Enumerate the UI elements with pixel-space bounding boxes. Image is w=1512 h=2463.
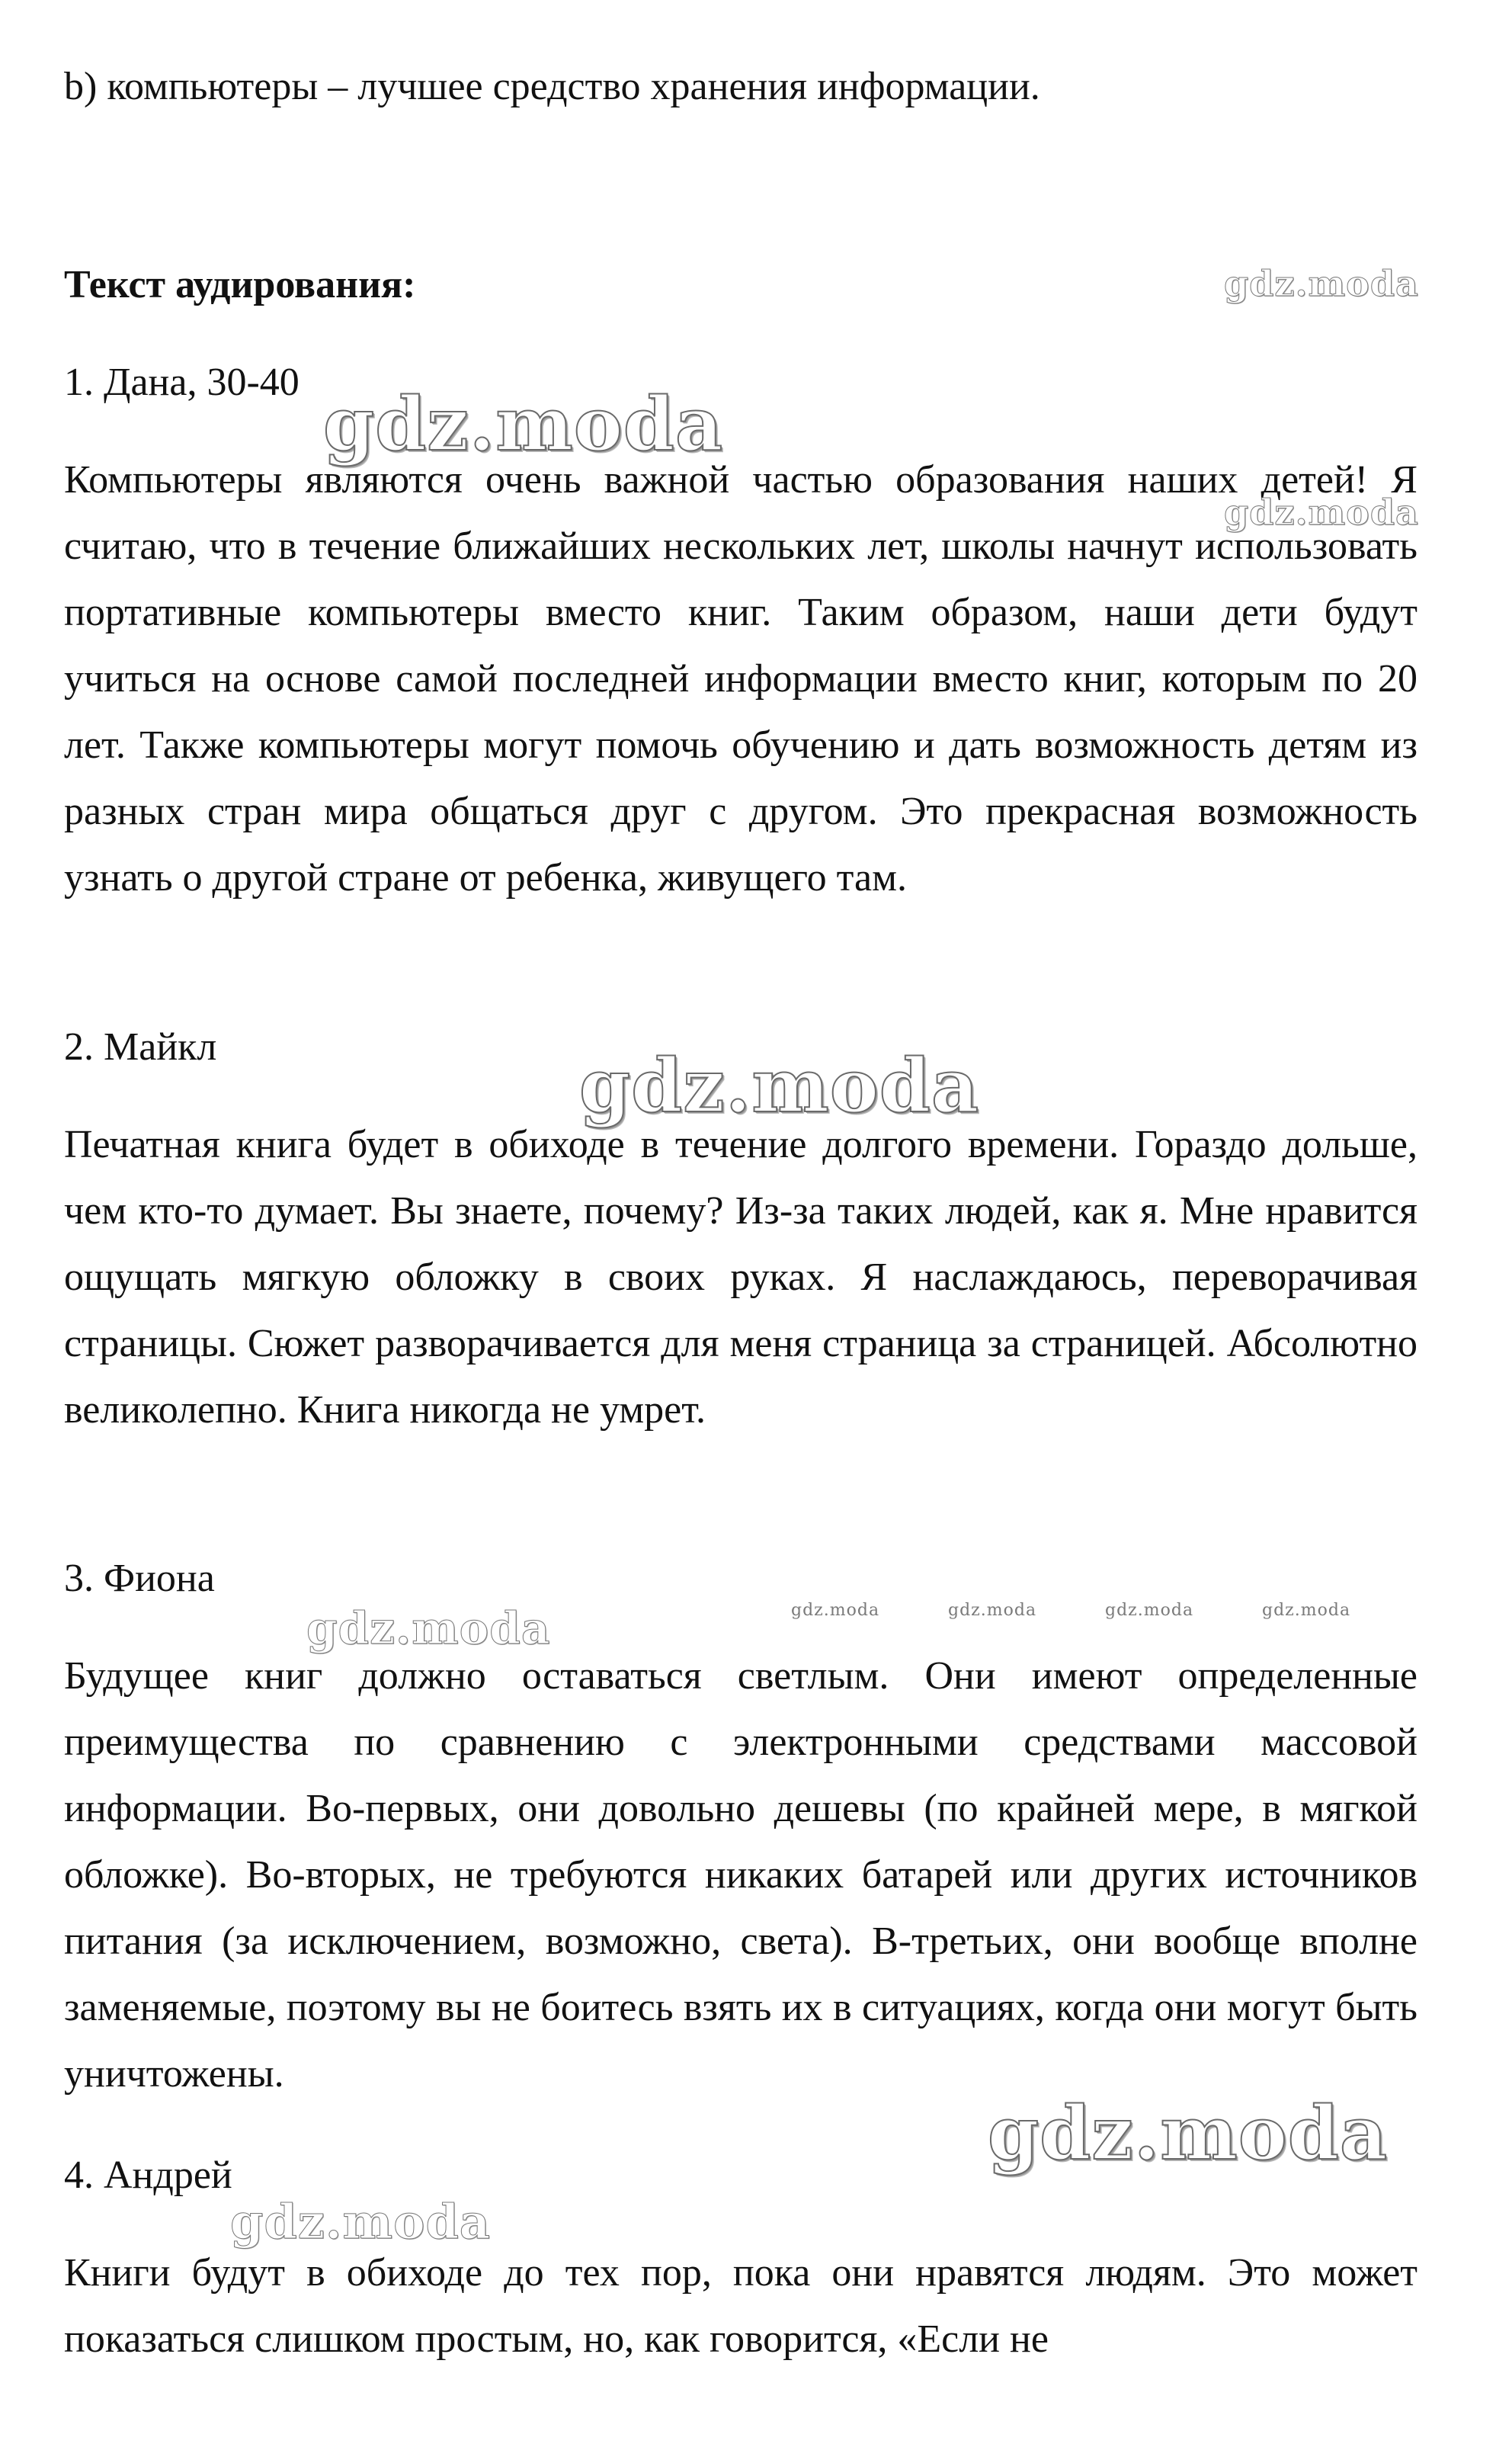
watermark-logo: gdz.moda	[791, 1601, 880, 1620]
speaker-text-3: Будущее книг должно оставаться светлым. Они имеют определенные преимущества по сравнению с электронными средствами массовой информации. Во-первых, они довольно дешевы (по крайней мере, в мягкой обложке). Во-вторых, не требуются никаких батарей или других источников питания (за исключением, возможно, света). В-третьих, они вообще вполне заменяемые, поэтому вы не боитесь взять их в ситуациях, когда они могут быть уничтожены.	[64, 1654, 1418, 2096]
watermark-logo: gdz.moda	[1224, 492, 1419, 533]
speaker-label-3: 3. Фиона	[64, 1557, 215, 1600]
speaker-text-1: Компьютеры являются очень важной частью образования наших детей! Я считаю, что в течение ближайших нескольких лет, школы начнут использовать портативные компьютеры вместо книг. Таким образом, наши дети будут учиться на основе самой последней информации вместо книг, которым по 20 лет. Также компьютеры могут помочь обучению и дать возможность детям из разных стран мира общаться друг с другом. Это прекрасная возможность узнать о другой стране от ребенка, живущего там.	[64, 458, 1418, 900]
speaker-label-2: 2. Майкл	[64, 1025, 217, 1069]
watermark-logo: gdz.moda	[1262, 1601, 1351, 1620]
speaker-text-2: Печатная книга будет в обиходе в течение долгого времени. Гораздо дольше, чем кто-то думает. Вы знаете, почему? Из-за таких людей, как я. Мне нравится ощущать мягкую обложку в своих руках. Я наслаждаюсь, переворачивая страницы. Сюжет разворачивается для меня страница за страницей. Абсолютно великолепно. Книга никогда не умрет.	[64, 1123, 1418, 1432]
watermark-logo: gdz.moda	[988, 2090, 1389, 2176]
watermark-logo: gdz.moda	[1224, 263, 1419, 304]
answer-line: b) компьютеры – лучшее средство хранения информации.	[64, 65, 1040, 108]
speaker-label-1: 1. Дана, 30-40	[64, 361, 300, 404]
watermark-logo: gdz.moda	[948, 1601, 1037, 1620]
speaker-text-4: Книги будут в обиходе до тех пор, пока они нравятся людям. Это может показаться слишком простым, но, как говорится, «Если не	[64, 2251, 1418, 2361]
watermark-logo: gdz.moda	[306, 1602, 551, 1654]
section-heading: Текст аудирования:	[64, 263, 416, 306]
watermark-logo: gdz.moda	[323, 381, 724, 467]
watermark-logo: gdz.moda	[1105, 1601, 1194, 1620]
watermark-logo: gdz.moda	[230, 2194, 491, 2250]
speaker-label-4: 4. Андрей	[64, 2154, 232, 2197]
watermark-logo: gdz.moda	[579, 1043, 980, 1129]
